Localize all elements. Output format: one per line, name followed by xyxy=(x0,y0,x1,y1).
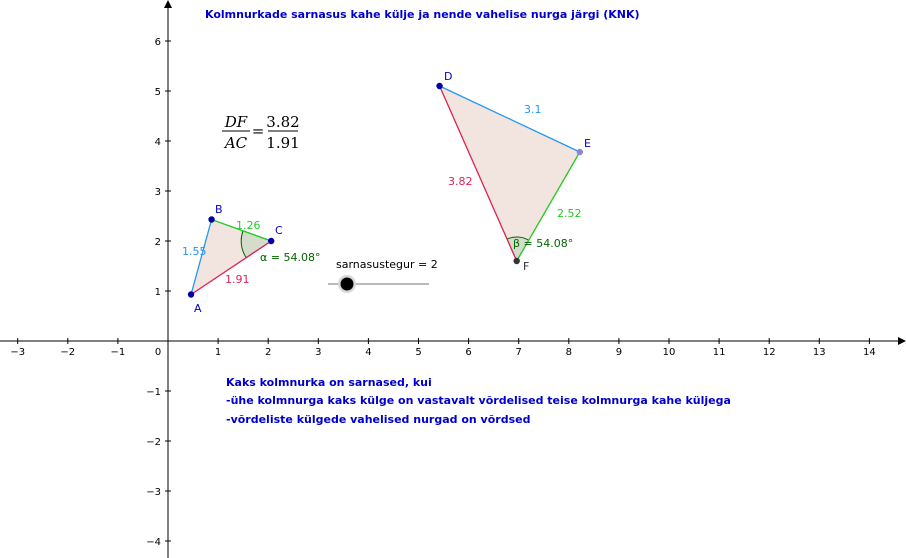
label-bc-length: 1.26 xyxy=(236,219,261,232)
y-tick-label: −2 xyxy=(146,437,161,448)
slider-knob[interactable] xyxy=(338,275,356,293)
label-ef-length: 2.52 xyxy=(557,207,582,220)
x-tick-label: 13 xyxy=(812,347,826,358)
y-tick-label: −4 xyxy=(146,537,161,548)
y-tick-label: 4 xyxy=(154,137,161,148)
angle-beta-label: β = 54.08° xyxy=(513,237,574,250)
point-d[interactable] xyxy=(436,70,452,89)
point-c-label: C xyxy=(275,224,283,237)
triangle-def[interactable] xyxy=(440,86,580,261)
x-tick-label: 8 xyxy=(565,347,572,358)
y-tick-label: 3 xyxy=(154,187,161,198)
y-tick-label: 1 xyxy=(154,287,161,298)
theorem-line-1: Kaks kolmnurka on sarnased, kui xyxy=(226,376,432,389)
label-de-length: 3.1 xyxy=(524,103,542,116)
x-tick-label: 4 xyxy=(365,347,372,358)
ratio-numerator-right: 3.82 xyxy=(266,113,300,131)
y-tick-label: 2 xyxy=(154,237,161,248)
x-tick-label: 2 xyxy=(265,347,272,358)
label-ac-length: 1.91 xyxy=(225,273,250,286)
x-tick-label: −3 xyxy=(10,347,26,358)
y-tick-label: 6 xyxy=(154,37,161,48)
x-tick-label: 10 xyxy=(662,347,676,358)
y-tick-label: −3 xyxy=(146,487,161,498)
label-ab-length: 1.55 xyxy=(182,245,207,258)
x-tick-label: 14 xyxy=(863,347,876,358)
x-tick-label: 12 xyxy=(762,347,776,358)
label-df-length: 3.82 xyxy=(448,175,473,188)
x-axis xyxy=(0,337,906,345)
point-f-label: F xyxy=(523,260,530,273)
point-b[interactable] xyxy=(208,203,222,223)
theorem-line-2: -ühe kolmnurga kaks külge on vastavalt võrdelised teise kolmnurga kahe küljega xyxy=(226,394,731,407)
x-tick-label: 6 xyxy=(465,347,472,358)
x-tick-label: 11 xyxy=(712,347,726,358)
ratio-numerator-left: DF xyxy=(224,113,248,131)
y-tick-label: −1 xyxy=(146,387,161,398)
slider-label: sarnasustegur = 2 xyxy=(336,258,438,271)
ratio-formula xyxy=(222,113,300,152)
x-tick-label: 9 xyxy=(615,347,623,358)
angle-alpha-label: α = 54.08° xyxy=(260,251,321,264)
ratio-denominator-left: AC xyxy=(224,134,248,152)
point-d-label: D xyxy=(444,70,453,83)
page-title: Kolmnurkade sarnasus kahe külje ja nende vahelise nurga järgi (KNK) xyxy=(205,8,640,21)
ratio-equals: = xyxy=(251,122,265,140)
x-tick-label: 1 xyxy=(214,347,222,358)
scale-factor-slider[interactable] xyxy=(328,275,429,293)
point-f[interactable] xyxy=(513,258,529,273)
x-tick-label: 5 xyxy=(415,347,422,358)
x-tick-label: −1 xyxy=(110,347,126,358)
point-c[interactable] xyxy=(268,224,283,244)
point-a[interactable] xyxy=(188,291,202,315)
y-tick-label: 5 xyxy=(154,87,161,98)
theorem-line-3: -võrdeliste külgede vahelised nurgad on võrdsed xyxy=(226,413,531,426)
y-axis-ticks xyxy=(146,37,171,548)
triangle-def-fill xyxy=(440,86,580,261)
point-e[interactable] xyxy=(577,137,591,155)
ratio-denominator-right: 1.91 xyxy=(266,134,300,152)
point-b-label: B xyxy=(215,203,223,216)
point-e-label: E xyxy=(584,137,591,150)
x-tick-label: 3 xyxy=(315,347,322,358)
point-a-label: A xyxy=(194,302,202,315)
x-tick-label: 0 xyxy=(154,347,162,358)
x-tick-label: 7 xyxy=(515,347,522,358)
x-tick-label: −2 xyxy=(60,347,76,358)
y-axis xyxy=(164,0,172,558)
